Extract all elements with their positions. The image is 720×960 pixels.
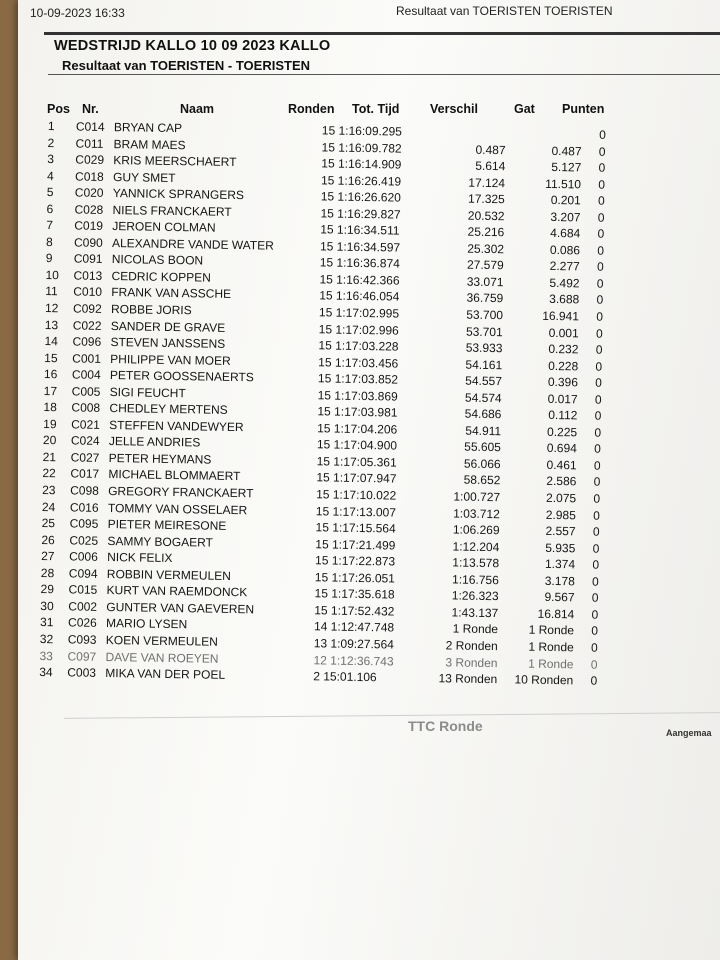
gap-cell: 2.985 bbox=[545, 507, 576, 522]
rider-name-cell: ROBBE JORIS bbox=[110, 302, 192, 318]
gap-cell: 0.694 bbox=[546, 441, 577, 456]
rider-name-cell: NICK FELIX bbox=[107, 550, 173, 566]
bib-number-cell: C094 bbox=[68, 566, 98, 581]
difference-cell: 20.532 bbox=[467, 208, 505, 223]
rank-cell: 19 bbox=[43, 416, 57, 432]
points-cell: 0 bbox=[591, 624, 599, 639]
gap-cell: 16.814 bbox=[537, 606, 575, 622]
bib-number-cell: C027 bbox=[70, 450, 100, 465]
gap-cell: 0.225 bbox=[547, 424, 578, 440]
header-divider bbox=[44, 32, 720, 35]
rider-name-cell: SAMMY BOGAERT bbox=[107, 533, 214, 550]
gap-cell: 0.461 bbox=[546, 457, 577, 473]
laps-time-cell: 15 1:17:52.432 bbox=[314, 603, 395, 619]
bib-number-cell: C003 bbox=[67, 665, 97, 680]
bib-number-cell: C095 bbox=[69, 516, 99, 531]
difference-cell: 54.911 bbox=[465, 423, 502, 439]
laps-time-cell: 15 1:16:09.295 bbox=[321, 123, 403, 139]
rank-cell: 34 bbox=[39, 665, 53, 680]
bib-number-cell: C028 bbox=[74, 202, 104, 217]
points-cell: 0 bbox=[592, 541, 600, 556]
rank-cell: 15 bbox=[44, 350, 58, 365]
gap-cell: 3.178 bbox=[544, 573, 575, 589]
rider-name-cell: STEVEN JANSSENS bbox=[110, 335, 226, 351]
points-cell: 0 bbox=[590, 657, 598, 672]
difference-cell: 25.302 bbox=[467, 241, 505, 257]
gap-cell: 0.487 bbox=[551, 143, 582, 158]
rank-cell: 26 bbox=[41, 532, 55, 547]
laps-time-cell: 15 1:16:46.054 bbox=[319, 288, 400, 305]
points-cell: 0 bbox=[593, 475, 601, 490]
points-cell: 0 bbox=[596, 309, 604, 324]
bib-number-cell: C013 bbox=[73, 268, 103, 283]
gap-cell: 0.396 bbox=[547, 375, 579, 390]
laps-time-cell: 15 1:17:03.228 bbox=[318, 338, 399, 354]
difference-cell: 54.574 bbox=[464, 390, 502, 405]
rider-name-cell: GUY SMET bbox=[112, 169, 176, 185]
laps-time-cell: 15 1:17:02.995 bbox=[318, 305, 400, 321]
difference-cell: 53.701 bbox=[465, 324, 503, 339]
laps-time-cell: 15 1:16:29.827 bbox=[320, 206, 401, 222]
difference-cell: 5.614 bbox=[475, 158, 506, 174]
bib-number-cell: C091 bbox=[73, 251, 103, 267]
bib-number-cell: C025 bbox=[69, 533, 99, 548]
rank-cell: 7 bbox=[46, 218, 54, 233]
gap-cell: 0.086 bbox=[549, 242, 581, 258]
gap-cell: 0.017 bbox=[547, 391, 578, 407]
gap-cell: 0.228 bbox=[548, 358, 579, 374]
bib-number-cell: C008 bbox=[71, 400, 101, 416]
bib-number-cell: C006 bbox=[69, 549, 98, 565]
rider-name-cell: ROBBIN VERMEULEN bbox=[106, 566, 231, 583]
bib-number-cell: C011 bbox=[75, 136, 104, 151]
points-cell: 0 bbox=[592, 557, 600, 572]
points-cell: 0 bbox=[594, 408, 602, 424]
difference-cell: 1:12.204 bbox=[452, 539, 500, 554]
rank-cell: 21 bbox=[42, 449, 57, 465]
difference-cell: 25.216 bbox=[467, 224, 505, 240]
rider-name-cell: PHILIPPE VAN MOER bbox=[110, 351, 231, 368]
gap-cell: 0.232 bbox=[548, 342, 579, 357]
gap-cell: 9.567 bbox=[544, 590, 575, 605]
laps-time-cell: 15 1:17:03.869 bbox=[317, 388, 398, 404]
points-cell: 0 bbox=[595, 375, 603, 390]
rank-cell: 31 bbox=[39, 615, 54, 630]
rank-cell: 3 bbox=[47, 152, 55, 167]
rider-name-cell: GREGORY FRANCKAERT bbox=[108, 484, 254, 501]
rank-cell: 16 bbox=[43, 367, 58, 382]
gap-cell: 0.201 bbox=[550, 193, 581, 208]
laps-time-cell: 15 1:17:03.981 bbox=[317, 404, 398, 420]
points-cell: 0 bbox=[596, 260, 604, 275]
bib-number-cell: C026 bbox=[67, 615, 97, 631]
points-cell: 0 bbox=[597, 243, 605, 258]
rider-name-cell: KOEN VERMEULEN bbox=[105, 632, 218, 649]
difference-cell: 1:43.137 bbox=[451, 605, 499, 621]
laps-time-cell: 15 1:17:22.873 bbox=[314, 553, 396, 569]
rider-name-cell: CEDRIC KOPPEN bbox=[111, 268, 211, 285]
bib-number-cell: C024 bbox=[70, 433, 100, 449]
rider-name-cell: DAVE VAN ROEYEN bbox=[105, 649, 219, 666]
points-cell: 0 bbox=[594, 392, 602, 407]
difference-cell: 53.700 bbox=[466, 307, 504, 323]
laps-time-cell: 15 1:16:09.782 bbox=[321, 139, 402, 156]
laps-time-cell: 15 1:17:04.206 bbox=[317, 421, 398, 437]
footer-club-name: TTC Ronde bbox=[408, 718, 483, 734]
difference-cell: 1:13.578 bbox=[452, 555, 500, 571]
points-cell: 0 bbox=[597, 210, 605, 225]
rider-name-cell: SIGI FEUCHT bbox=[109, 384, 186, 400]
bib-number-cell: C019 bbox=[74, 218, 104, 234]
bib-number-cell: C002 bbox=[68, 599, 98, 614]
laps-time-cell: 15 1:17:05.361 bbox=[316, 454, 397, 470]
gap-cell: 5.492 bbox=[549, 275, 580, 291]
rank-cell: 17 bbox=[43, 383, 58, 398]
points-cell: 0 bbox=[592, 574, 599, 589]
difference-cell: 1:26.323 bbox=[451, 588, 499, 604]
laps-time-cell: 15 1:17:21.499 bbox=[315, 536, 396, 553]
difference-cell: 53.933 bbox=[465, 340, 503, 356]
difference-cell: 27.579 bbox=[466, 258, 504, 273]
points-cell: 0 bbox=[597, 226, 605, 242]
points-cell: 0 bbox=[598, 160, 606, 175]
rank-cell: 27 bbox=[41, 549, 55, 564]
rank-cell: 24 bbox=[41, 499, 56, 514]
difference-cell: 1:06.269 bbox=[452, 522, 500, 538]
laps-time-cell: 15 1:17:02.996 bbox=[318, 321, 399, 338]
points-cell: 0 bbox=[591, 590, 599, 606]
column-header-verschil: Verschil bbox=[430, 102, 478, 116]
difference-cell: 13 Ronden bbox=[438, 671, 498, 687]
bib-number-cell: C096 bbox=[72, 334, 102, 350]
rider-name-cell: BRYAN CAP bbox=[113, 120, 183, 136]
laps-time-cell: 15 1:16:42.366 bbox=[319, 272, 400, 288]
difference-cell: 33.071 bbox=[466, 274, 504, 290]
column-header-pos: Pos bbox=[47, 102, 70, 116]
rank-cell: 13 bbox=[44, 317, 59, 332]
points-cell: 0 bbox=[593, 491, 601, 506]
laps-time-cell: 12 1:12:36.743 bbox=[313, 652, 394, 669]
laps-time-cell: 15 1:17:35.618 bbox=[314, 586, 395, 602]
points-cell: 0 bbox=[599, 127, 606, 142]
points-cell: 0 bbox=[591, 607, 599, 622]
rider-name-cell: FRANK VAN ASSCHE bbox=[111, 285, 232, 302]
rank-cell: 5 bbox=[46, 185, 54, 200]
rider-name-cell: JEROEN COLMAN bbox=[112, 219, 216, 235]
laps-time-cell: 15 1:17:10.022 bbox=[316, 487, 397, 503]
laps-time-cell: 15 1:16:34.597 bbox=[319, 239, 401, 255]
laps-time-cell: 15 1:17:13.007 bbox=[315, 503, 397, 520]
rank-cell: 29 bbox=[40, 582, 55, 597]
gap-cell: 1 Ronde bbox=[528, 656, 574, 671]
rank-cell: 23 bbox=[42, 483, 56, 498]
gap-cell: 1 Ronde bbox=[528, 639, 574, 655]
laps-time-cell: 15 1:17:03.852 bbox=[317, 371, 399, 387]
difference-cell: 54.161 bbox=[465, 357, 503, 372]
points-cell: 0 bbox=[590, 640, 598, 655]
print-date: 10-09-2023 16:33 bbox=[30, 6, 125, 20]
race-subtitle: Resultaat van TOERISTEN - TOERISTEN bbox=[62, 58, 311, 73]
gap-cell: 5.127 bbox=[551, 160, 582, 175]
column-header-nr: Nr. bbox=[82, 102, 99, 116]
rider-name-cell: JELLE ANDRIES bbox=[108, 434, 201, 450]
gap-cell: 2.586 bbox=[546, 474, 577, 489]
laps-time-cell: 15 1:16:26.620 bbox=[320, 189, 401, 205]
rank-cell: 22 bbox=[42, 466, 56, 481]
gap-cell: 2.277 bbox=[549, 259, 580, 274]
bib-number-cell: C020 bbox=[74, 185, 104, 201]
rider-name-cell: ALEXANDRE VANDE WATER bbox=[111, 235, 274, 253]
bib-number-cell: C021 bbox=[71, 417, 101, 432]
rider-name-cell: MARIO LYSEN bbox=[105, 616, 188, 632]
rider-name-cell: KRIS MEERSCHAERT bbox=[113, 153, 237, 170]
column-header-tot-tijd: Tot. Tijd bbox=[352, 102, 400, 116]
bib-number-cell: C097 bbox=[67, 648, 97, 664]
points-cell: 0 bbox=[594, 442, 601, 457]
points-cell: 0 bbox=[592, 524, 600, 539]
difference-cell: 55.605 bbox=[464, 440, 502, 455]
rank-cell: 4 bbox=[47, 168, 54, 183]
rank-cell: 30 bbox=[40, 598, 54, 614]
laps-time-cell: 15 1:17:15.564 bbox=[315, 520, 396, 536]
laps-time-cell: 15 1:17:03.456 bbox=[318, 354, 399, 371]
rider-name-cell: TOMMY VAN OSSELAER bbox=[107, 500, 248, 517]
rank-cell: 33 bbox=[39, 648, 54, 663]
difference-cell: 58.652 bbox=[463, 473, 501, 488]
rider-name-cell: YANNICK SPRANGERS bbox=[112, 186, 245, 203]
laps-time-cell: 15 1:17:04.900 bbox=[316, 437, 398, 453]
rank-cell: 2 bbox=[47, 135, 55, 150]
gap-cell: 1 Ronde bbox=[528, 623, 575, 638]
bib-number-cell: C004 bbox=[71, 367, 101, 383]
difference-cell: 17.124 bbox=[468, 175, 506, 190]
bib-number-cell: C093 bbox=[67, 632, 97, 647]
rank-cell: 12 bbox=[44, 301, 59, 316]
difference-cell: 54.686 bbox=[464, 406, 502, 422]
laps-time-cell: 15 1:17:26.051 bbox=[314, 570, 396, 586]
points-cell: 0 bbox=[595, 342, 603, 357]
bib-number-cell: C014 bbox=[75, 119, 105, 134]
rider-name-cell: BRAM MAES bbox=[113, 136, 186, 152]
bib-number-cell: C098 bbox=[70, 483, 99, 498]
gap-cell: 2.075 bbox=[545, 490, 577, 506]
column-header-ronden: Ronden bbox=[288, 102, 335, 116]
rider-name-cell: PETER HEYMANS bbox=[108, 450, 212, 467]
difference-cell: 2 Ronden bbox=[445, 638, 498, 654]
difference-cell: 54.557 bbox=[465, 373, 503, 389]
rank-cell: 9 bbox=[45, 251, 53, 266]
rank-cell: 6 bbox=[46, 201, 54, 216]
rank-cell: 10 bbox=[45, 267, 60, 283]
points-cell: 0 bbox=[596, 276, 604, 291]
laps-time-cell: 15 1:16:34.511 bbox=[320, 222, 400, 238]
difference-cell: 36.759 bbox=[466, 291, 504, 306]
laps-time-cell: 14 1:12:47.748 bbox=[313, 619, 395, 635]
print-header-title: Resultaat van TOERISTEN TOERISTEN bbox=[396, 4, 613, 18]
bib-number-cell: C090 bbox=[73, 235, 103, 250]
rank-cell: 32 bbox=[39, 631, 54, 647]
bib-number-cell: C016 bbox=[69, 500, 99, 515]
rank-cell: 8 bbox=[45, 234, 53, 249]
race-title: WEDSTRIJD KALLO 10 09 2023 KALLO bbox=[54, 38, 331, 54]
difference-cell: 1:03.712 bbox=[453, 506, 500, 521]
rider-name-cell: PETER GOOSSENAERTS bbox=[109, 368, 254, 385]
gap-cell: 3.207 bbox=[550, 209, 581, 225]
points-cell: 0 bbox=[593, 508, 600, 523]
laps-time-cell: 2 15:01.106 bbox=[313, 669, 377, 685]
difference-cell: 3 Ronden bbox=[445, 654, 498, 670]
gap-cell: 3.688 bbox=[549, 292, 580, 307]
rider-name-cell: MICHAEL BLOMMAERT bbox=[108, 467, 241, 484]
difference-cell: 56.066 bbox=[463, 456, 501, 472]
points-cell: 0 bbox=[595, 359, 603, 374]
points-cell: 0 bbox=[590, 673, 598, 688]
gap-cell: 16.941 bbox=[542, 308, 580, 324]
rank-cell: 14 bbox=[44, 334, 58, 349]
bib-number-cell: C029 bbox=[75, 152, 105, 168]
rider-name-cell: NICOLAS BOON bbox=[111, 252, 204, 268]
rider-name-cell: SANDER DE GRAVE bbox=[110, 318, 226, 335]
points-cell: 0 bbox=[598, 144, 606, 159]
gap-cell: 10 Ronden bbox=[514, 672, 574, 688]
rider-name-cell: CHEDLEY MERTENS bbox=[109, 401, 228, 418]
laps-time-cell: 15 1:16:26.419 bbox=[320, 172, 402, 189]
rider-name-cell: PIETER MEIRESONE bbox=[107, 517, 227, 534]
gap-cell: 4.684 bbox=[550, 226, 581, 241]
bib-number-cell: C022 bbox=[72, 318, 102, 333]
bib-number-cell: C018 bbox=[74, 169, 104, 184]
difference-cell: 1:16.756 bbox=[451, 572, 499, 587]
points-cell: 0 bbox=[598, 177, 606, 192]
column-header-punten: Punten bbox=[562, 102, 605, 116]
rank-cell: 1 bbox=[47, 119, 55, 134]
footer-created-label: Aangemaa bbox=[666, 728, 712, 738]
bib-number-cell: C092 bbox=[72, 301, 102, 316]
bib-number-cell: C001 bbox=[72, 351, 102, 366]
rider-name-cell: GUNTER VAN GAEVEREN bbox=[106, 599, 255, 617]
points-cell: 0 bbox=[593, 458, 601, 473]
gap-cell: 11.510 bbox=[545, 176, 582, 192]
difference-cell: 0.487 bbox=[475, 142, 506, 157]
rider-name-cell: MIKA VAN DER POEL bbox=[105, 666, 226, 682]
points-cell: 0 bbox=[596, 293, 604, 308]
rank-cell: 18 bbox=[43, 400, 57, 415]
rank-cell: 20 bbox=[42, 433, 57, 448]
difference-cell: 17.325 bbox=[467, 191, 505, 207]
laps-time-cell: 13 1:09:27.564 bbox=[313, 636, 394, 652]
bib-number-cell: C005 bbox=[71, 384, 101, 399]
bib-number-cell: C015 bbox=[68, 582, 98, 598]
laps-time-cell: 15 1:16:36.874 bbox=[319, 255, 400, 271]
bib-number-cell: C017 bbox=[70, 466, 100, 482]
laps-time-cell: 15 1:17:07.947 bbox=[316, 470, 397, 487]
bib-number-cell: C010 bbox=[73, 284, 103, 300]
subtitle-divider bbox=[48, 74, 720, 75]
gap-cell: 0.001 bbox=[548, 325, 579, 340]
difference-cell: 1 Ronde bbox=[452, 621, 499, 637]
gap-cell: 5.935 bbox=[545, 540, 576, 556]
rider-name-cell: STEFFEN VANDEWYER bbox=[109, 417, 244, 434]
difference-cell: 1:00.727 bbox=[453, 489, 501, 505]
rider-name-cell: KURT VAN RAEMDONCK bbox=[106, 583, 248, 600]
gap-cell: 1.374 bbox=[544, 557, 576, 572]
gap-cell: 2.557 bbox=[545, 524, 576, 539]
points-cell: 0 bbox=[595, 326, 603, 341]
column-header-naam: Naam bbox=[180, 102, 215, 116]
rider-name-cell: NIELS FRANCKAERT bbox=[112, 202, 232, 219]
laps-time-cell: 15 1:16:14.909 bbox=[321, 156, 402, 172]
points-cell: 0 bbox=[597, 193, 605, 208]
rank-cell: 11 bbox=[45, 284, 58, 299]
gap-cell: 0.112 bbox=[548, 408, 578, 423]
rank-cell: 28 bbox=[40, 565, 55, 580]
rank-cell: 25 bbox=[41, 516, 56, 531]
points-cell: 0 bbox=[594, 425, 602, 440]
column-header-gat: Gat bbox=[514, 102, 535, 116]
